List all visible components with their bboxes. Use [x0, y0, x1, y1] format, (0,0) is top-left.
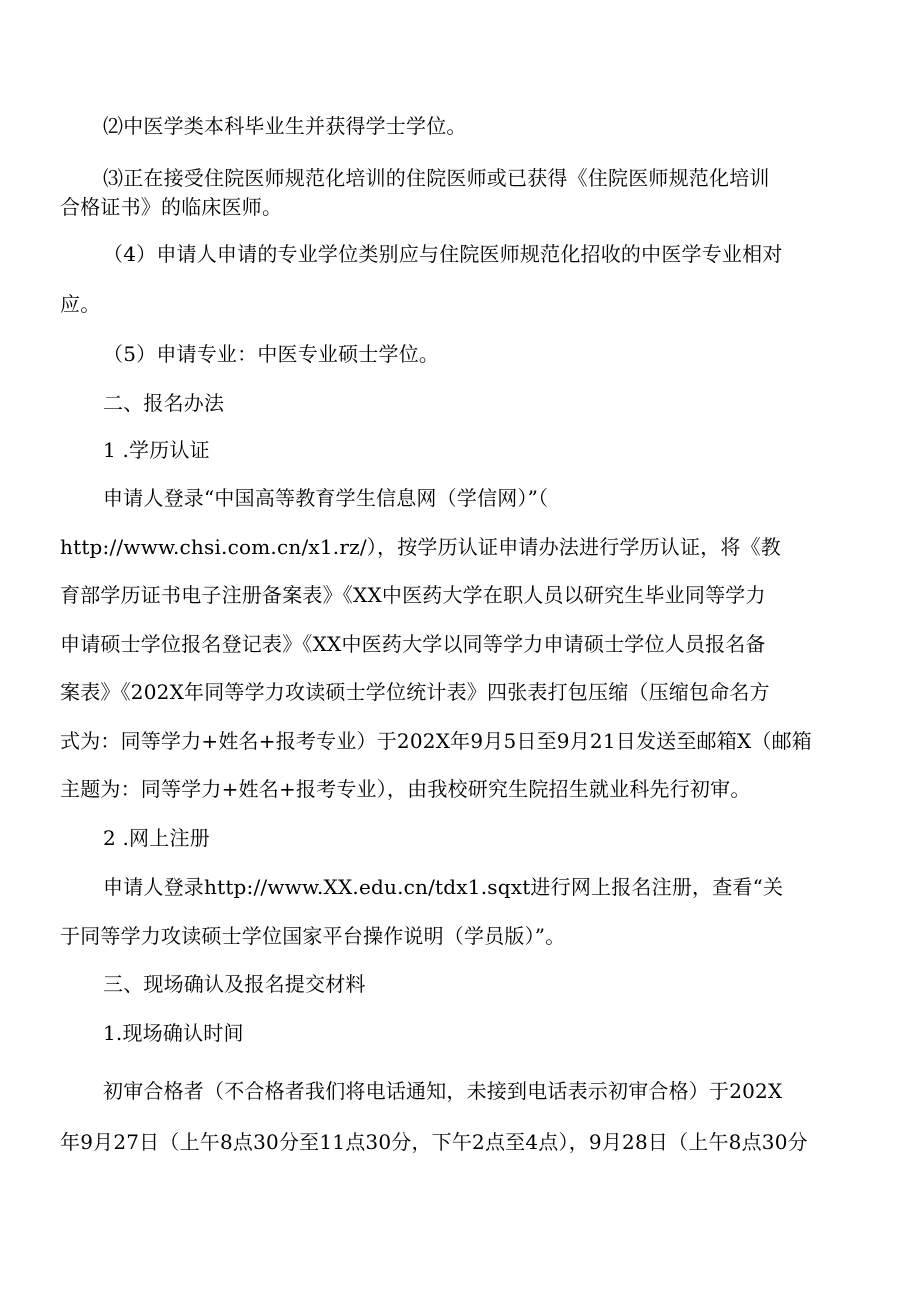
text-line-4: （4）申请人申请的专业学位类别应与住院医师规范化招收的中医学专业相对: [103, 242, 783, 266]
sub-heading-3: 1.现场确认时间: [103, 1021, 244, 1045]
text-line-12: 申请硕士学位报名登记表》《XX中医药大学以同等学力申请硕士学位人员报名备: [60, 632, 766, 656]
sub-heading-1: 1 .学历认证: [103, 438, 210, 462]
section-heading-3: 三、现场确认及报名提交材料: [103, 972, 366, 996]
text-line-17: 申请人登录http://www.XX.edu.cn/tdx1.sqxt进行网上报名注册，查看“关: [103, 875, 784, 899]
text-line-3: 合格证书》的临床医师。: [60, 195, 283, 219]
text-line-1: ⑵中医学类本科毕业生并获得学士学位。: [103, 114, 467, 138]
sub-heading-2: 2 .网上注册: [103, 826, 210, 850]
text-line-13: 案表》《202X年同等学力攻读硕士学位统计表》四张表打包压缩（压缩包命名方: [60, 680, 770, 704]
text-line-22: 年9月27日（上午8点30分至11点30分，下午2点至4点），9月28日（上午8点30分: [60, 1130, 808, 1154]
text-line-11: 育部学历证书电子注册备案表》《XX中医药大学在职人员以研究生毕业同等学力: [60, 583, 766, 607]
text-line-5: 应。: [60, 292, 101, 316]
text-line-18: 于同等学力攻读硕士学位国家平台操作说明（学员版）”。: [60, 924, 566, 948]
text-line-15: 主题为：同等学力+姓名+报考专业），由我校研究生院招生就业科先行初审。: [60, 777, 751, 801]
text-line-2: ⑶正在接受住院医师规范化培训的住院医师或已获得《住院医师规范化培训: [103, 166, 770, 190]
text-line-10: http://www.chsi.com.cn/x1.rz/），按学历认证申请办法进行学历认证，将《教: [60, 535, 781, 559]
text-line-9: 申请人登录“中国高等教育学生信息网（学信网）”（: [103, 486, 549, 510]
section-heading-2: 二、报名办法: [103, 391, 225, 415]
text-line-14: 式为：同等学力+姓名+报考专业）于202X年9月5日至9月21日发送至邮箱X（邮箱: [60, 729, 812, 753]
text-line-21: 初审合格者（不合格者我们将电话通知，未接到电话表示初审合格）于202X: [103, 1079, 783, 1103]
text-line-6: （5）申请专业：中医专业硕士学位。: [103, 342, 440, 366]
